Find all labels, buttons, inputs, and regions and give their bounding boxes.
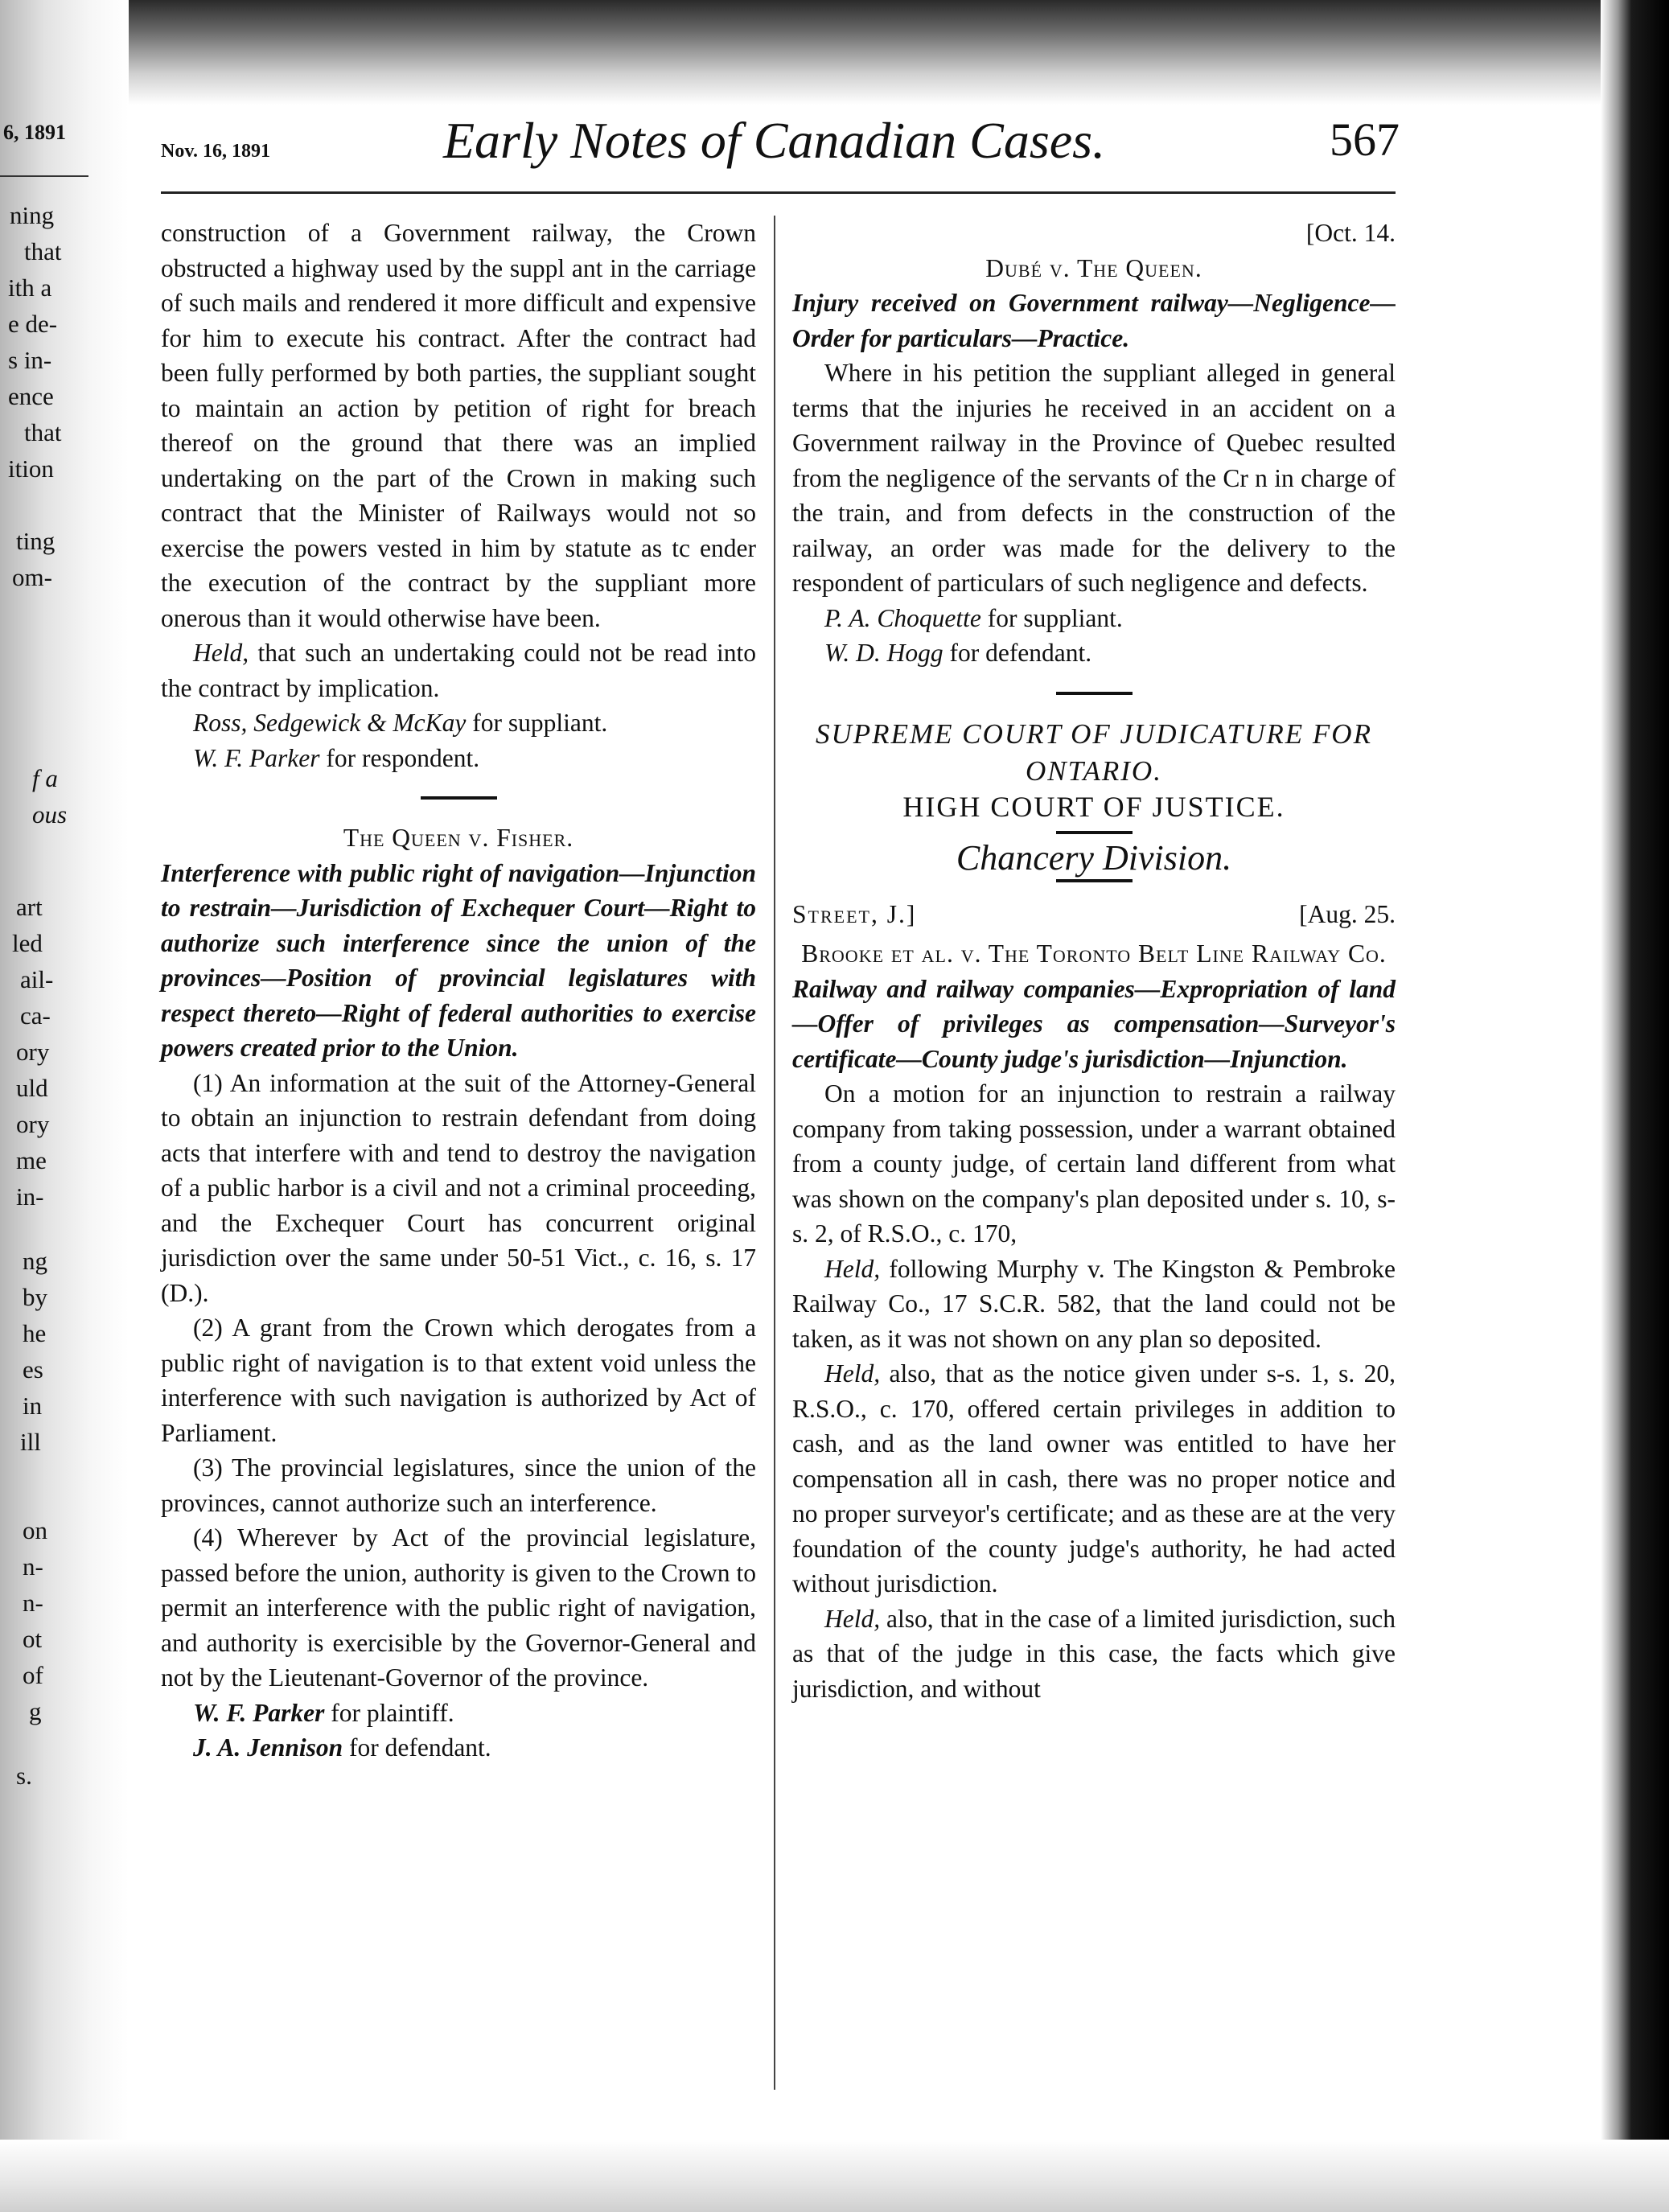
right-column <box>792 216 1396 1706</box>
previous-page-fragment: e de- <box>8 310 58 338</box>
case-headnote: Railway and railway companies—Expropriation of land—Offer of privileges as compensation—Surveyor's certificate—County judge's jurisdiction—Injunction. <box>792 974 1396 1073</box>
counsel-role: for suppliant. <box>466 709 608 737</box>
previous-page-fragment: s. <box>16 1762 32 1790</box>
previous-page-fragment: art <box>16 893 43 921</box>
counsel-name: W. F. Parker <box>193 1698 325 1727</box>
held-label: Held, <box>824 1254 881 1283</box>
previous-page-fragment: es <box>23 1355 43 1384</box>
case-text: On a motion for an injunction to restrain a railway company from taking possession, under a warrant obtained from a county judge, of certain land different from what was shown on the company's plan deposited under s. 10, s-s. 2, of R.S.O., c. 170, <box>792 1079 1396 1248</box>
previous-page-fragment: ting <box>16 527 55 555</box>
previous-page-fragment: ca- <box>20 1001 51 1030</box>
scan-shadow-top <box>0 0 1669 105</box>
previous-page-fragment: that <box>24 418 62 446</box>
previous-page-fragment: ning <box>10 201 55 229</box>
previous-page-fragment: f a <box>32 764 58 792</box>
previous-page-fragment: ous <box>32 800 68 828</box>
held-text: also, that as the notice given under s-s. 1, s. 20, R.S.O., c. 170, offered certain privileges in addition to cash, and as the land owner was entitled to have her compensation all in cash, there was no proper notice and no proper surveyor's certificate; and as these are at the very foundation of the county judge's authority, he had acted without jurisdiction. <box>792 1359 1396 1597</box>
scan-shadow-right <box>1601 0 1669 2212</box>
left-column <box>161 216 756 1766</box>
previous-page-fragment: that <box>24 237 62 265</box>
section-divider <box>1056 692 1133 695</box>
previous-page-strip <box>0 121 121 2132</box>
header-rule <box>161 191 1396 194</box>
previous-page-fragment: ill <box>20 1428 41 1456</box>
page-title: Early Notes of Canadian Cases. <box>442 112 1106 169</box>
held-text: that such an undertaking could not be read into the contract by implication. <box>161 639 756 702</box>
judge-date-row <box>792 897 1396 932</box>
case-title: Dubé v. The Queen. <box>985 253 1202 282</box>
held-label: Held, <box>193 639 249 667</box>
held-paragraph <box>161 635 756 705</box>
header-date: Nov. 16, 1891 <box>161 141 271 162</box>
previous-page-fragment: ot <box>23 1625 43 1653</box>
held-label: Held, <box>824 1359 881 1388</box>
holding-point-4: (4) Wherever by Act of the provincial legislature, passed before the union, authority is given to the Crown to permit an interference with the public right of navigation, and authority is exercisible by the Governor-General and not by the Lieutenant-Governor of the province. <box>161 1523 756 1692</box>
counsel-role: for plaintiff. <box>324 1698 454 1727</box>
previous-page-fragment: in <box>23 1392 43 1420</box>
previous-page-fragment: ng <box>23 1247 47 1275</box>
counsel-line <box>161 705 756 741</box>
section-divider <box>1056 879 1133 882</box>
section-divider <box>421 796 497 800</box>
case-title: Brooke et al. v. The Toronto Belt Line Railway Co. <box>801 939 1387 968</box>
held-text: following Murphy v. The Kingston & Pembroke Railway Co., 17 S.C.R. 582, that the land could not be taken, as it was not shown on any plan so deposited. <box>792 1254 1396 1353</box>
page-header <box>153 105 1400 177</box>
counsel-name: P. A. Choquette <box>824 603 981 632</box>
previous-page-fragment: ition <box>8 454 54 483</box>
previous-page-fragment: uld <box>16 1074 48 1102</box>
division-heading: Chancery Division. <box>956 838 1232 878</box>
counsel-role: for suppliant. <box>980 603 1123 632</box>
counsel-role: for defendant. <box>343 1733 491 1762</box>
case-title: The Queen v. Fisher. <box>343 824 574 852</box>
case-date: [Oct. 14. <box>1305 219 1396 247</box>
holding-point-1: (1) An information at the suit of the Attorney-General to obtain an injunction to restrain defendant from doing acts that interfere with and tend to destroy the navigation of a public harbor is a civil and not a criminal proceeding, and the Exchequer Court has concurrent original jurisdiction over the same under 50-51 Vict., c. 16, s. 17 (D.). <box>161 1068 756 1307</box>
previous-page-date: 6, 1891 <box>3 121 66 144</box>
previous-page-fragment: s in- <box>8 346 52 374</box>
court-heading: SUPREME COURT OF JUDICATURE FOR ONTARIO. <box>816 717 1372 787</box>
counsel-line <box>161 1730 756 1766</box>
counsel-line <box>792 635 1396 671</box>
previous-page-fragment: ence <box>8 382 54 410</box>
previous-page-fragment: he <box>23 1319 47 1347</box>
counsel-name: W. F. Parker <box>193 743 320 772</box>
page-number: 567 <box>1330 113 1400 166</box>
case-headnote: Injury received on Government railway—Negligence—Order for particulars—Practice. <box>792 289 1396 352</box>
previous-page-fragment: ail- <box>20 965 54 993</box>
held-label: Held, <box>824 1604 881 1633</box>
holding-point-3: (3) The provincial legislatures, since the union of the provinces, cannot authorize such an interference. <box>161 1453 756 1517</box>
counsel-role: for respondent. <box>319 743 480 772</box>
previous-page-fragment: in- <box>16 1182 44 1211</box>
held-paragraph <box>792 1252 1396 1357</box>
column-divider <box>774 216 775 2090</box>
counsel-line <box>792 601 1396 636</box>
held-text: also, that in the case of a limited jurisdiction, such as that of the judge in this case, the facts which give jurisdiction, and without <box>792 1604 1396 1703</box>
scan-shadow-bottom <box>0 2140 1669 2212</box>
case-date: [Aug. 25. <box>1299 899 1396 928</box>
counsel-line <box>161 741 756 776</box>
previous-page-fragment: ory <box>16 1038 50 1066</box>
previous-page-fragment: g <box>29 1697 42 1725</box>
previous-page-fragment: of <box>23 1661 43 1689</box>
previous-page-fragment: ory <box>16 1110 50 1138</box>
case-text: Where in his petition the suppliant alleged in general terms that the injuries he received in an accident on a Government railway in the Province of Quebec resulted from the negligence of the servants of the Cr n in charge of the train, and from defects in the construction of the railway, an order was made for the delivery to the respondent of particulars of such negligence and defects. <box>792 359 1396 597</box>
previous-page-fragment: by <box>23 1283 47 1311</box>
counsel-name: Ross, Sedgewick & McKay <box>193 709 467 737</box>
section-divider <box>1056 831 1133 834</box>
previous-page-fragment: led <box>12 929 43 957</box>
held-paragraph <box>792 1356 1396 1601</box>
previous-page-fragment: om- <box>12 563 52 591</box>
case-continuation-text: construction of a Government railway, the Crown obstructed a highway used by the suppl ant in the carriage of such mails and rendered it more difficult and expensive for him to execute his contract. After the contract had been fully performed by both parties, the suppliant sought to maintain an action by petition of right for breach thereof on the ground that there was an implied undertaking on the part of the Crown in making such contract that the Minister of Railways would not so exercise the powers vested in him by statute as tc ender the execution of the contract by the suppliant more onerous than it would otherwise have been. <box>161 219 756 632</box>
previous-page-fragment: me <box>16 1146 47 1174</box>
holding-point-2: (2) A grant from the Crown which derogates from a public right of navigation is to that extent void unless the interference with such navigation is authorized by Act of Parliament. <box>161 1314 756 1447</box>
previous-page-fragment: n- <box>23 1589 43 1617</box>
held-paragraph <box>792 1601 1396 1707</box>
previous-page-fragment: n- <box>23 1552 43 1581</box>
counsel-name: W. D. Hogg <box>824 639 943 667</box>
case-headnote: Interference with public right of navigation—Injunction to restrain—Jurisdiction of Exchequer Court—Right to authorize such interference since the union of the provinces—Position of provincial legislatures with respect thereto—Right of federal authorities to exercise powers created prior to the Union. <box>161 858 756 1062</box>
previous-page-fragment: on <box>23 1516 47 1544</box>
previous-page-rule <box>0 175 88 177</box>
counsel-name: J. A. Jennison <box>193 1733 343 1762</box>
judge-name: Street, J.] <box>792 899 917 928</box>
previous-page-fragment: ith a <box>8 273 52 302</box>
counsel-line <box>161 1696 756 1731</box>
counsel-role: for defendant. <box>943 639 1092 667</box>
court-subheading: HIGH COURT OF JUSTICE. <box>902 790 1285 823</box>
